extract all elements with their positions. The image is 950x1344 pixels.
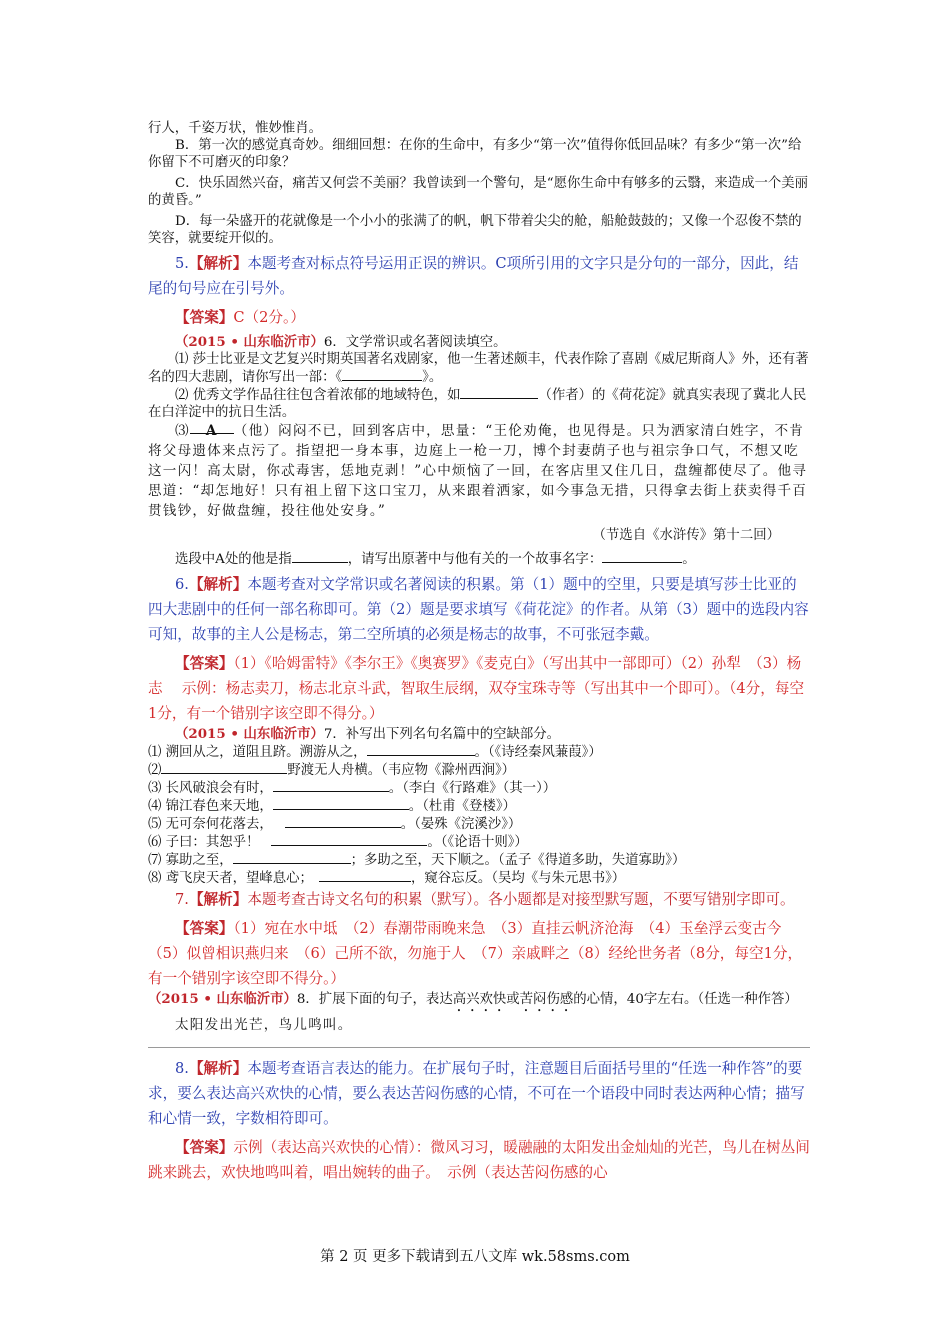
q7-line-2-b: 野渡无人舟横。（韦应物《滁州西涧》） xyxy=(287,763,516,778)
q6-source: （2015 • 山东临沂市） xyxy=(175,334,324,350)
q7-line-6-b: 。（《论语十则》） xyxy=(427,835,528,850)
q7-source: （2015 • 山东临沂市） xyxy=(175,726,324,742)
q7-analysis-text: 本题考查古诗文名句的积累（默写）。各小题都是对接型默写题，不要写错别字即可。 xyxy=(247,891,795,908)
q6-stem-text: 6．文学常识或名著阅读填空。 xyxy=(323,335,507,350)
q7-line-1-b: 。（《诗经秦风蒹葭》） xyxy=(474,745,602,760)
q5-analysis-tag: 【解析】 xyxy=(188,255,248,272)
q7-line-4 xyxy=(148,797,810,815)
q7-answer-tag: 【答案】 xyxy=(175,920,234,937)
q7-line-8-a: ⑻ 鸢飞戾天者，望峰息心； xyxy=(148,871,313,886)
q7-answer xyxy=(148,916,810,991)
q7-blank-2[interactable] xyxy=(161,761,287,774)
q6-sub1-blank[interactable] xyxy=(342,368,422,381)
q7-line-3 xyxy=(148,779,810,797)
q6-sub3-text: （他）闷闷不已，回到客店中，思量：“王伦劝俺，也见得是。只为洒家清白姓字，不肯将父母遗体来点污了。指望把一身本事，边庭上一枪一刀，博个封妻荫子也与祖宗争口气，不想又吃这一闪！高太尉，你忒毒害，恁地克剥！”心中烦恼了一回，在客店里又住几日，盘缠都使尽了。他寻思道：“却怎地好！只有祖上留下这口宝刀，从来跟着洒家，如今事急无措，只得拿去街上获卖得千百贯钱钞，好做盘缠，投往他处安身。” xyxy=(148,423,808,519)
q8-stem xyxy=(148,991,810,1015)
q6-sub3-mark[interactable]: A xyxy=(190,421,234,434)
q6-sub3 xyxy=(148,421,810,521)
page-body xyxy=(148,120,810,1185)
q7-line-4-a: ⑷ 锦江春色来天地， xyxy=(148,799,273,814)
q7-line-6-a: ⑹ 子曰：其恕乎！ xyxy=(148,835,260,850)
q6-sub1-close: 》。 xyxy=(422,370,443,385)
q7-analysis-tag: 【解析】 xyxy=(188,891,248,908)
q6-analysis-tag: 【解析】 xyxy=(188,576,248,593)
q8-answer xyxy=(148,1135,810,1185)
q7-line-7-a: ⑺ 寡助之至， xyxy=(148,853,233,868)
q7-line-3-a: ⑶ 长风破浪会有时， xyxy=(148,781,273,796)
q7-blank-6[interactable] xyxy=(271,833,427,846)
q7-blank-1[interactable] xyxy=(367,743,475,756)
q8-analysis xyxy=(148,1056,810,1131)
q6-sub2 xyxy=(148,386,810,421)
q6-analysis-text: 本题考查对文学常识或名著阅读的积累。第（1）题中的空里，只要是填写莎士比亚的四大悲剧中的任何一部名称即可。第（2）题是要求填写《荷花淀》的作者。从第（3）题中的选段内容可知，故事的主人公是杨志，第二空所填的必须是杨志的故事，不可张冠李戴。 xyxy=(148,576,809,643)
q8-answer-tag: 【答案】 xyxy=(175,1139,234,1156)
q7-line-4-b: 。（杜甫《登楼》） xyxy=(408,799,516,814)
q7-num: 7. xyxy=(175,891,189,908)
q7-line-1-a: ⑴ 溯回从之，道阻且跻。溯游从之， xyxy=(148,745,367,760)
q7-line-7-b: ；多助之至，天下顺之。（孟子《得道多助，失道寡助》） xyxy=(350,853,686,868)
q7-line-3-b: 。（李白《行路难》（其一）） xyxy=(388,781,557,796)
q7-line-8-b: ，窥谷忘反。（吴均《与朱元思书》） xyxy=(410,871,626,886)
q6-sub3-question-end: 。 xyxy=(682,552,696,567)
q8-analysis-text: 本题考查语言表达的能力。在扩展句子时，注意题目后面括号里的“任选一种作答”的要求，要么表达高兴欢快的心情，要么表达苦闷伤感的心情，不可在一个语段中同时表达两种心情；描写和心情一致，字数相符即可。 xyxy=(148,1060,805,1127)
q7-line-5-b: 。（晏殊《浣溪沙》） xyxy=(400,817,522,832)
q6-sub3-source: （节选自《水浒传》第十二回） xyxy=(592,528,780,543)
q7-blank-3[interactable] xyxy=(273,779,389,792)
q8-num: 8. xyxy=(175,1060,189,1077)
q8-source: （2015 • 山东临沂市） xyxy=(148,991,297,1007)
q8-answer-text: 示例（表达高兴欢快的心情）：微风习习，暖融融的太阳发出金灿灿的光芒，鸟儿在树丛间跳来跳去，欢快地鸣叫着，唱出婉转的曲子。 示例（表达苦闷伤感的心 xyxy=(148,1139,810,1181)
q6-analysis xyxy=(148,572,810,647)
q6-sub2-text-a: ⑵ 优秀文学作品往往包含着浓郁的地域特色，如 xyxy=(175,388,461,403)
q7-stem xyxy=(148,726,810,743)
q7-blank-8[interactable] xyxy=(319,869,411,882)
q6-sub3-blank-2[interactable] xyxy=(602,550,682,563)
q5-analysis-text: 本题考查对标点符号运用正误的辨识。C项所引用的文字只是分句的一部分，因此，结尾的句号应在引号外。 xyxy=(148,255,799,297)
option-b: B．第一次的感觉真奇妙。细细回想：在你的生命中，有多少“第一次”值得你低回品味？有多少“第一次”给你留下不可磨灭的印象？ xyxy=(148,138,802,170)
q8-stem-or: 或 xyxy=(506,992,520,1007)
q8-stem-b: 的心情，40字左右。（任选一种作答） xyxy=(573,992,798,1007)
q6-stem xyxy=(148,334,810,351)
q7-line-2 xyxy=(148,761,810,779)
q7-line-2-a: ⑵ xyxy=(148,763,162,778)
q7-blank-7[interactable] xyxy=(233,851,351,864)
q8-sentence: 太阳发出光芒，鸟儿鸣叫。 xyxy=(175,1017,353,1033)
q7-line-6 xyxy=(148,833,810,851)
q5-answer-tag: 【答案】 xyxy=(175,309,234,326)
page-footer: 第 2 页 更多下载请到五八文库 wk.58sms.com xyxy=(320,1249,630,1265)
q7-line-7 xyxy=(148,851,810,869)
q8-analysis-tag: 【解析】 xyxy=(188,1060,248,1077)
option-a-tail: 行人，千姿万状，惟妙惟肖。 xyxy=(148,121,323,136)
q7-line-5 xyxy=(148,815,810,833)
q6-sub3-num: ⑶ xyxy=(175,423,190,439)
q6-sub1 xyxy=(148,351,810,386)
q6-sub2-blank[interactable] xyxy=(460,386,538,399)
q7-answer-text: （1）宛在水中坻 （2）春潮带雨晚来急 （3）直挂云帆济沧海 （4）玉垒浮云变古今 （5）似曾相识燕归来 （6）己所不欲，勿施于人 （7）亲戚畔之（8）经纶世务者（8分，每空1分，有一个错别字该空即不得分。） xyxy=(148,920,803,987)
q6-num: 6. xyxy=(175,576,189,593)
option-d: D．每一朵盛开的花就像是一个小小的张满了的帆，帆下带着尖尖的舱，船舱鼓鼓的；又像一个忍俊不禁的笑容，就要绽开似的。 xyxy=(148,214,802,246)
q7-analysis xyxy=(148,887,810,912)
q8-stem-emph-1: 高兴欢快 xyxy=(452,992,507,1007)
q6-sub3-blank-1[interactable] xyxy=(292,550,348,563)
q6-answer xyxy=(148,651,810,726)
q6-sub3-question-b: ，请写出原著中与他有关的一个故事名字： xyxy=(347,552,603,567)
q5-answer xyxy=(148,305,810,330)
divider xyxy=(148,1047,810,1048)
q7-line-5-a: ⑸ 无可奈何花落去， xyxy=(148,817,273,832)
q8-stem-emph-2: 苦闷伤感 xyxy=(519,992,574,1007)
q5-answer-text: C（2分。） xyxy=(233,309,305,326)
option-c: C．快乐固然兴奋，痛苦又何尝不美丽？我曾读到一个警句，是“愿你生命中有够多的云翳，来造成一个美丽的黄昏。” xyxy=(148,176,809,208)
q6-sub1-text: ⑴ 莎士比亚是文艺复兴时期英国著名戏剧家，他一生著述颇丰，代表作除了喜剧《威尼斯商人》外，还有著名的四大悲剧，请你写出一部： xyxy=(148,352,809,385)
q5-num: 5. xyxy=(175,255,189,272)
q6-sub1-open: 《 xyxy=(335,370,343,385)
q7-line-1 xyxy=(148,743,810,761)
q6-sub3-question-a: 选段中A处的他是指 xyxy=(175,552,292,567)
q5-analysis xyxy=(148,251,810,301)
q6-answer-tag: 【答案】 xyxy=(175,655,234,672)
q7-line-8 xyxy=(148,869,810,887)
q8-stem-a: 8．扩展下面的句子，表达 xyxy=(296,992,453,1007)
q6-sub3-question xyxy=(148,550,810,568)
q6-answer-text: （1）《哈姆雷特》《李尔王》《奥赛罗》《麦克白》（写出其中一部即可）（2）孙犁 （3）杨志 示例：杨志卖刀，杨志北京斗武，智取生辰纲，双夺宝珠寺等（写出其中一个即可）。（4分，每空1分，有一个错别字该空即不得分。） xyxy=(148,655,805,722)
q6-sub2-text-b: （作者）的《荷花淀》就真实表现了冀北人民在白洋淀中的抗日生活。 xyxy=(148,388,807,420)
q7-blank-4[interactable] xyxy=(273,797,409,810)
q7-stem-text: 7．补写出下列名句名篇中的空缺部分。 xyxy=(323,727,561,742)
q7-blank-5[interactable] xyxy=(285,815,401,828)
